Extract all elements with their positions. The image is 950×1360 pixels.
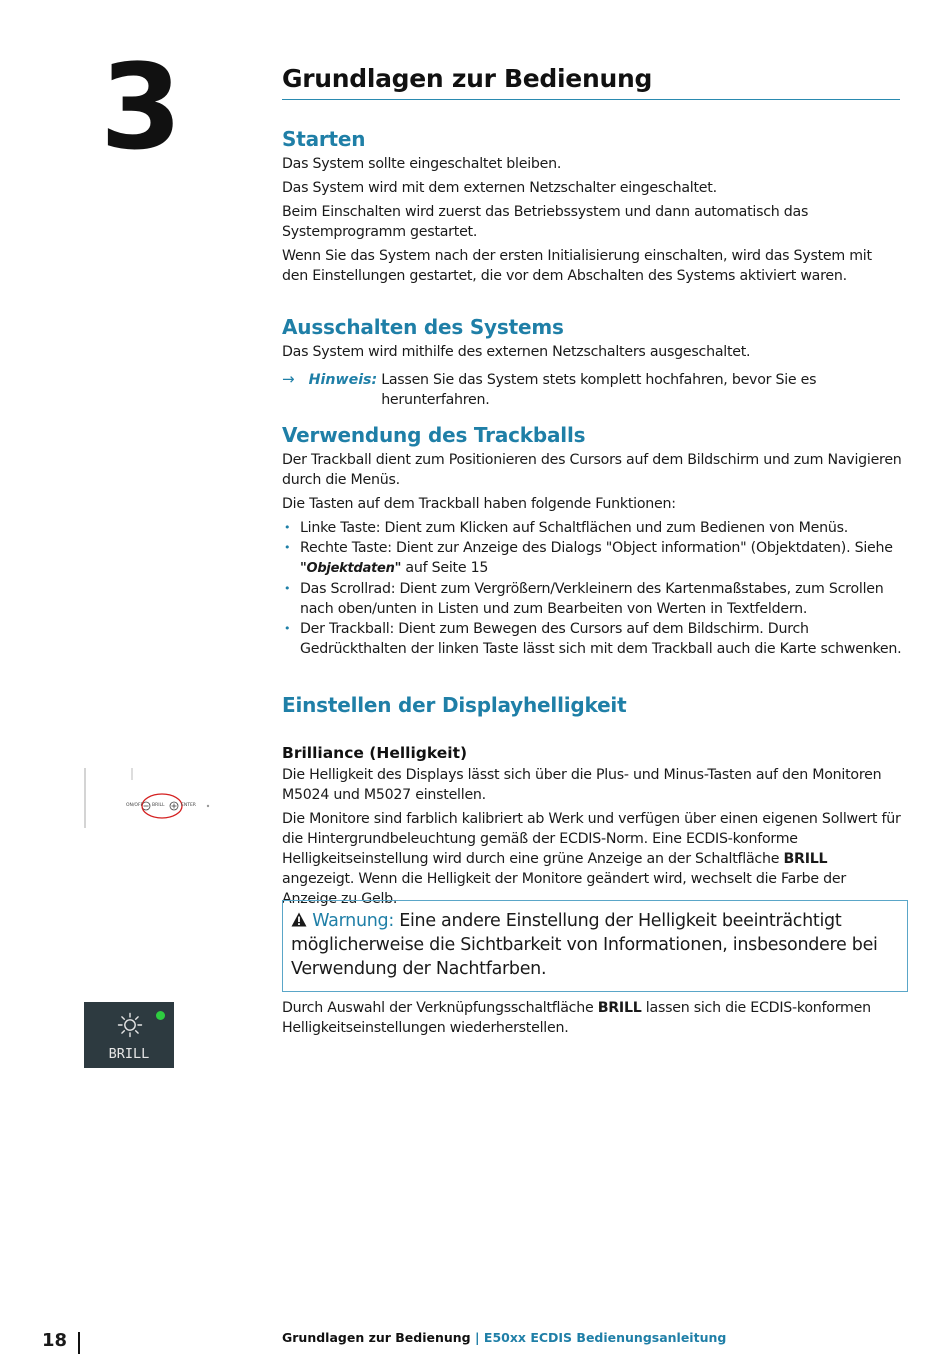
paragraph: Wenn Sie das System nach der ersten Initialisierung einschalten, wird das System mit den Einstellungen gestartet, die vor dem Abschalten des Systems aktiviert waren. — [282, 248, 872, 284]
section-display — [282, 693, 902, 909]
note-label: Hinweis: — [308, 372, 378, 388]
paragraph: Die Helligkeit des Displays lässt sich über die Plus- und Minus-Tasten auf den Monitoren M5024 und M5027 einstellen. — [282, 767, 882, 803]
sun-icon — [117, 1012, 143, 1042]
heading-display: Einstellen der Displayhelligkeit — [282, 693, 627, 717]
note-text: Lassen Sie das System stets komplett hochfahren, bevor Sie es herunterfahren. — [381, 372, 817, 408]
monitor-control-panel-figure — [84, 768, 226, 830]
paragraph: Das System wird mithilfe des externen Netzschalters ausgeschaltet. — [282, 344, 751, 360]
bold-term: BRILL — [783, 851, 828, 867]
section-starten — [282, 127, 902, 286]
panel-label-onoff: ON/OFF — [126, 803, 144, 808]
note — [282, 370, 902, 410]
list-item-text: auf Seite 15 — [401, 560, 489, 576]
bullet-list — [282, 518, 902, 659]
warning-text: Eine andere Einstellung der Helligkeit beeinträchtigt möglicherweise die Sichtbarkeit von Informationen, insbesondere bei Verwendung der Nachtfarben. — [291, 911, 878, 979]
panel-label-brill: BRILL — [152, 803, 165, 808]
warning-box — [282, 900, 908, 992]
bold-term: BRILL — [597, 1000, 642, 1016]
chapter-number: 3 — [100, 38, 183, 176]
list-item: • Der Trackball: Dient zum Bewegen des Cursors auf dem Bildschirm. Durch Gedrückthalten der linken Taste lässt sich mit dem Trackball auch die Karte schwenken. — [282, 619, 902, 659]
paragraph: Das System wird mit dem externen Netzschalter eingeschaltet. — [282, 180, 717, 196]
panel-label-enter: ENTER — [181, 803, 196, 808]
paragraph-text: angezeigt. Wenn die Helligkeit der Monitore geändert wird, wechselt die Farbe der Anzeige zu Gelb. — [282, 871, 846, 907]
footer-section: Grundlagen zur Bedienung — [282, 1330, 471, 1345]
paragraph-text: lassen sich die ECDIS-konformen Helligkeitseinstellungen wiederherstellen. — [282, 1000, 871, 1036]
heading-trackball: Verwendung des Trackballs — [282, 423, 586, 447]
list-item-text: Rechte Taste: Dient zur Anzeige des Dialogs "Object information" (Objektdaten). Siehe — [300, 540, 893, 556]
footer-divider — [78, 1332, 80, 1354]
page-number: 18 — [42, 1330, 68, 1351]
footer-manual-title: E50xx ECDIS Bedienungsanleitung — [483, 1330, 727, 1345]
list-item: • Das Scrollrad: Dient zum Vergrößern/Verkleinern des Kartenmaßstabes, zum Scrollen nach oben/unten in Listen und zum Bearbeiten von Werten in Textfeldern. — [282, 579, 902, 619]
heading-starten: Starten — [282, 127, 366, 151]
paragraph: Der Trackball dient zum Positionieren des Cursors auf dem Bildschirm und zum Navigieren durch die Menüs. — [282, 452, 902, 488]
brill-button-label: BRILL — [108, 1046, 150, 1062]
chapter-title: Grundlagen zur Bedienung — [282, 64, 900, 100]
ecdis-compliant-indicator — [156, 1011, 165, 1020]
warning-triangle-icon — [291, 911, 307, 931]
cross-reference-link[interactable]: "Objektdaten" — [300, 561, 402, 576]
footer-text — [282, 1330, 726, 1345]
paragraph — [282, 809, 902, 909]
paragraph: Die Tasten auf dem Trackball haben folgende Funktionen: — [282, 496, 676, 512]
arrow-right-icon: → — [282, 370, 295, 388]
paragraph: Das System sollte eingeschaltet bleiben. — [282, 156, 562, 172]
heading-ausschalten: Ausschalten des Systems — [282, 315, 564, 339]
section-ausschalten — [282, 315, 902, 410]
footer-separator: | — [470, 1330, 484, 1345]
warning-label: Warnung: — [312, 911, 394, 931]
paragraph-text: Durch Auswahl der Verknüpfungsschaltfläche — [282, 1000, 598, 1016]
section-display-cont — [282, 998, 902, 1038]
list-item — [282, 538, 902, 579]
list-item: • Linke Taste: Dient zum Klicken auf Schaltflächen und zum Bedienen von Menüs. — [282, 518, 902, 538]
section-trackball — [282, 423, 902, 659]
paragraph — [282, 998, 902, 1038]
paragraph: Beim Einschalten wird zuerst das Betriebssystem und dann automatisch das Systemprogramm gestartet. — [282, 204, 809, 240]
paragraph-text: Die Monitore sind farblich kalibriert ab Werk und verfügen über einen eigenen Sollwert für die Hintergrundbeleuchtung gemäß der ECDIS-Norm. Eine ECDIS-konforme Helligkeitseinstellung wird durch eine grüne Anzeige an der Schaltfläche — [282, 811, 901, 867]
subheading-brilliance: Brilliance (Helligkeit) — [282, 744, 468, 762]
brill-button[interactable] — [84, 1002, 174, 1068]
